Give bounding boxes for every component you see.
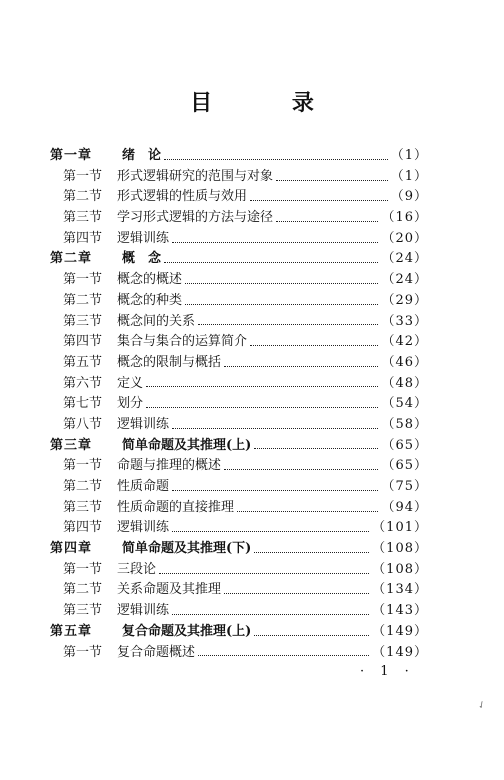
dot-leader [237, 511, 378, 512]
dot-leader [254, 448, 378, 449]
pencil-mark: ✓ [475, 698, 489, 713]
table-of-contents [50, 146, 428, 663]
toc-section-entry [50, 332, 428, 353]
toc-entry-page: （24） [381, 272, 428, 288]
dot-leader [254, 552, 369, 553]
toc-section-entry [50, 374, 428, 395]
toc-entry-title: 定义 [117, 375, 144, 391]
toc-entry-page: （1） [390, 168, 428, 184]
toc-entry-page: （149） [372, 623, 428, 639]
toc-entry-title: 命题与推理的概述 [117, 458, 222, 474]
toc-entry-page: （33） [381, 313, 428, 329]
toc-entry-title: 学习形式逻辑的方法与途径 [117, 210, 274, 226]
toc-entry-label: 第四节 [63, 230, 103, 246]
toc-section-entry [50, 394, 428, 415]
toc-entry-title: 三段论 [117, 561, 157, 577]
dot-leader [224, 366, 378, 367]
toc-section-entry [50, 229, 428, 250]
toc-entry-label: 第一节 [63, 561, 103, 577]
toc-entry-title: 复合命题及其推理(上) [122, 623, 252, 639]
toc-entry-title: 复合命题概述 [117, 644, 196, 660]
toc-entry-page: （20） [381, 230, 428, 246]
toc-entry-title: 简单命题及其推理(下) [122, 541, 252, 557]
toc-section-entry [50, 167, 428, 188]
toc-entry-page: （94） [381, 499, 428, 515]
toc-section-entry [50, 643, 428, 664]
toc-entry-label: 第三节 [63, 313, 103, 329]
dot-leader [172, 531, 369, 532]
toc-section-entry [50, 498, 428, 519]
toc-entry-page: （24） [381, 251, 428, 267]
toc-entry-title: 形式逻辑研究的范围与对象 [117, 168, 274, 184]
dot-leader [276, 221, 378, 222]
toc-entry-label: 第一节 [63, 458, 103, 474]
toc-entry-title: 性质命题的直接推理 [117, 499, 235, 515]
toc-entry-label: 第二节 [63, 582, 103, 598]
toc-entry-title: 性质命题 [117, 479, 170, 494]
toc-section-entry [50, 477, 428, 498]
toc-entry-page: （58） [381, 416, 428, 432]
toc-entry-page: （29） [381, 292, 428, 308]
dot-leader [250, 200, 388, 201]
toc-entry-label: 第二节 [63, 292, 103, 308]
toc-entry-title: 划分 [117, 396, 144, 412]
toc-entry-title: 逻辑训练 [117, 230, 170, 246]
dot-leader [172, 428, 378, 429]
toc-chapter-entry [50, 146, 428, 167]
toc-entry-title: 逻辑训练 [117, 603, 170, 619]
toc-entry-page: （42） [381, 334, 428, 350]
dot-leader [254, 635, 369, 636]
toc-entry-label: 第一节 [63, 272, 103, 288]
toc-entry-title: 形式逻辑的性质与效用 [117, 189, 248, 205]
toc-section-entry [50, 415, 428, 436]
toc-entry-label: 第一节 [63, 644, 103, 660]
toc-entry-title: 简单命题及其推理(上) [122, 437, 252, 453]
toc-entry-title: 绪 论 [122, 148, 162, 163]
toc-entry-label: 第三章 [50, 437, 93, 453]
toc-entry-page: （46） [381, 354, 428, 370]
page-number-footer: · 1 · [360, 664, 415, 679]
toc-entry-title: 关系命题及其推理 [117, 582, 222, 598]
toc-entry-label: 第二章 [50, 251, 93, 267]
toc-entry-title: 概念的限制与概括 [117, 354, 222, 370]
dot-leader [250, 345, 378, 346]
dot-leader [172, 490, 378, 491]
toc-section-entry [50, 456, 428, 477]
toc-entry-label: 第二节 [63, 189, 103, 205]
toc-entry-label: 第二节 [63, 479, 103, 494]
dot-leader [172, 242, 378, 243]
toc-entry-page: （134） [372, 582, 428, 598]
toc-section-entry [50, 353, 428, 374]
toc-entry-title: 概念的种类 [117, 292, 183, 308]
toc-chapter-entry [50, 622, 428, 643]
dot-leader [224, 593, 369, 594]
toc-section-entry [50, 580, 428, 601]
page-title: 目 录 [190, 90, 350, 116]
toc-entry-label: 第四节 [63, 520, 103, 536]
toc-section-entry [50, 312, 428, 333]
toc-entry-label: 第三节 [63, 210, 103, 226]
dot-leader [159, 573, 369, 574]
toc-section-entry [50, 601, 428, 622]
toc-section-entry [50, 208, 428, 229]
dot-leader [164, 159, 388, 160]
toc-entry-label: 第三节 [63, 499, 103, 515]
dot-leader [172, 614, 369, 615]
toc-entry-page: （9） [390, 189, 428, 205]
dot-leader [146, 386, 378, 387]
toc-entry-page: （48） [381, 375, 428, 391]
dot-leader [198, 324, 378, 325]
dot-leader [198, 655, 369, 656]
toc-entry-label: 第一章 [50, 148, 93, 163]
dot-leader [185, 283, 378, 284]
toc-entry-label: 第六节 [63, 375, 103, 391]
dot-leader [276, 180, 388, 181]
toc-entry-page: （75） [381, 479, 428, 494]
toc-entry-page: （149） [372, 644, 428, 660]
dot-leader [224, 469, 378, 470]
toc-entry-label: 第五节 [63, 354, 103, 370]
toc-entry-title: 概 念 [122, 251, 162, 267]
toc-entry-label: 第七节 [63, 396, 103, 412]
toc-entry-label: 第四节 [63, 334, 103, 350]
toc-chapter-entry [50, 249, 428, 270]
toc-entry-page: （65） [381, 437, 428, 453]
dot-leader [146, 407, 378, 408]
toc-section-entry [50, 560, 428, 581]
toc-section-entry [50, 187, 428, 208]
toc-entry-label: 第八节 [63, 416, 103, 432]
toc-entry-title: 概念的概述 [117, 272, 183, 288]
toc-section-entry [50, 270, 428, 291]
toc-entry-page: （16） [381, 210, 428, 226]
toc-entry-page: （108） [372, 541, 428, 557]
toc-entry-label: 第三节 [63, 603, 103, 619]
toc-entry-page: （101） [372, 520, 428, 536]
toc-entry-title: 集合与集合的运算简介 [117, 334, 248, 350]
toc-entry-page: （108） [372, 561, 428, 577]
dot-leader [164, 262, 378, 263]
toc-entry-page: （54） [381, 396, 428, 412]
toc-entry-page: （143） [372, 603, 428, 619]
toc-entry-title: 逻辑训练 [117, 520, 170, 536]
toc-entry-title: 逻辑训练 [117, 416, 170, 432]
toc-entry-title: 概念间的关系 [117, 313, 196, 329]
toc-chapter-entry [50, 436, 428, 457]
toc-entry-label: 第五章 [50, 623, 93, 639]
toc-section-entry [50, 291, 428, 312]
toc-entry-label: 第四章 [50, 541, 93, 557]
toc-chapter-entry [50, 539, 428, 560]
toc-entry-label: 第一节 [63, 168, 103, 184]
toc-entry-page: （1） [390, 148, 428, 163]
toc-entry-page: （65） [381, 458, 428, 474]
toc-section-entry [50, 518, 428, 539]
dot-leader [185, 304, 378, 305]
